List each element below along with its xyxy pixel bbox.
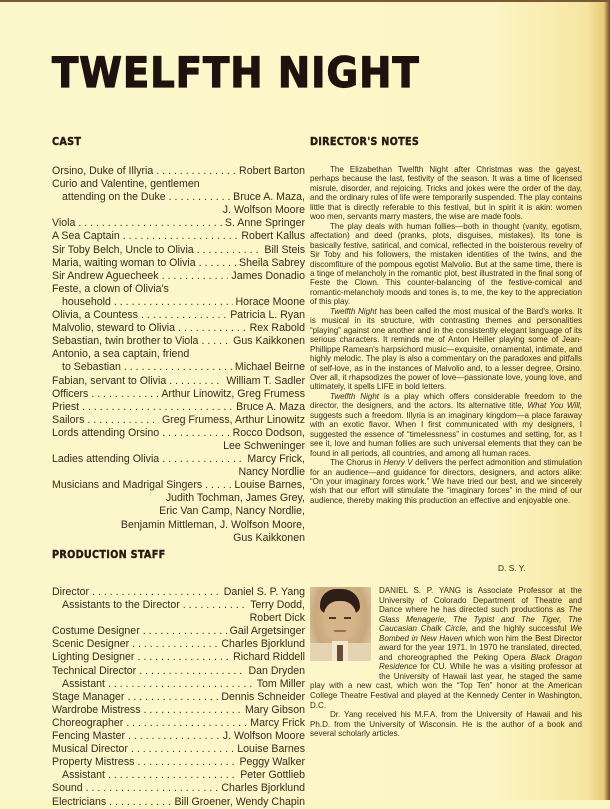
staff-entry — [52, 586, 305, 599]
dot-leader — [197, 244, 262, 257]
dot-leader — [92, 586, 221, 599]
role-name: Sound — [52, 782, 83, 795]
role-name: Lords attending Orsino — [52, 426, 160, 439]
notes-signature: D. S. Y. — [498, 563, 526, 573]
text-run: Dr. Yang received his M.F.A. from the University of Hawaii and his Ph.D. from the University of Wisconsin. He is the author of a book and several scholarly articles. — [310, 710, 582, 739]
role-name: Officers — [52, 387, 89, 400]
dot-leader — [137, 651, 230, 664]
role-name: Stage Manager — [52, 690, 125, 703]
person-name-continued: Gus Kaikkonen — [233, 531, 305, 544]
dot-leader — [201, 335, 230, 348]
dot-leader — [124, 361, 232, 374]
staff-entry — [52, 782, 305, 795]
person-name: Arthur Linowitz, Greg Frumess — [161, 387, 305, 400]
text-run: has been called the most musical of the Bard's works. It is musical in its structure, with contrasting themes and personalities “playing” against one another and in the consistently elegant language of its serious characters. It reminds me of Anton Heiller playing some of Jean-Phillippe Ramean's harpsichord music—exquisite, ornamental, intimate, and highly melodic. The play is also a commentary on the paradoxes and pitfalls of self-love, as in the instances of Malvolio and, to a lesser degree, Orsino. Over all, it rhapsodizes the power of love—passionate love, young love, and ultimately, it spells LIFE in bold letters. — [310, 306, 582, 392]
page-title: TWELFTH NIGHT — [52, 48, 420, 97]
cast-entry — [52, 375, 305, 388]
person-name: Marcy Frick, — [247, 453, 305, 466]
dot-leader — [169, 375, 223, 388]
role-name: Olivia, a Countess — [52, 309, 138, 322]
role-name: Ladies attending Olivia — [52, 453, 160, 466]
staff-entry — [52, 691, 305, 704]
dot-leader — [87, 414, 159, 427]
role-name: Maria, waiting woman to Olivia — [52, 256, 196, 269]
role-name: Sir Andrew Aguecheek — [52, 269, 159, 282]
notes-paragraph — [310, 392, 582, 458]
staff-entry — [52, 756, 305, 769]
cast-entry — [52, 401, 305, 414]
cast-entry — [52, 479, 305, 492]
dot-leader — [108, 678, 254, 691]
cast-entry — [52, 361, 305, 374]
person-name: Dennis Schneider — [221, 690, 305, 703]
role-name: Technical Director — [52, 664, 137, 677]
cast-entry — [52, 414, 305, 427]
role-name: Fencing Master — [52, 730, 126, 743]
dot-leader — [108, 769, 237, 782]
person-name: James Donadio — [231, 269, 305, 282]
cast-entry — [52, 270, 305, 283]
role-name: Orsino, Duke of Illyria — [52, 165, 154, 177]
person-name: Peter Gottlieb — [240, 769, 305, 782]
staff-entry — [52, 796, 305, 809]
staff-entry — [52, 651, 305, 664]
staff-entry — [52, 599, 305, 612]
person-name: J. Wolfson Moore — [222, 730, 305, 743]
dot-leader — [109, 796, 171, 809]
cast-entry — [52, 427, 305, 440]
cast-entry — [52, 388, 305, 401]
staff-entry — [52, 769, 305, 782]
cast-list — [52, 165, 305, 545]
dot-leader — [78, 217, 222, 230]
cast-entry — [52, 309, 305, 322]
role-name-line: Curio and Valentine, gentlemen — [52, 178, 200, 191]
role-name-line: Feste, a clown of Olivia's — [52, 282, 169, 295]
page-edge — [0, 0, 610, 2]
person-name-continued: J. Wolfson Moore — [222, 204, 305, 217]
dot-leader — [82, 401, 233, 414]
italic-title: Twelfth Night — [330, 391, 380, 401]
role-name: Wardrobe Mistress — [52, 703, 141, 716]
dot-leader — [144, 704, 242, 717]
role-name: attending on the Duke — [62, 191, 166, 204]
person-name: Tom Miller — [256, 677, 305, 690]
person-name: Dan Dryden — [248, 664, 305, 677]
italic-title: What You Will, — [527, 401, 582, 411]
person-name: Sheila Sabrey — [239, 256, 305, 269]
role-name: Lighting Designer — [52, 651, 135, 664]
person-name: Michael Beirne — [234, 361, 305, 374]
person-name: Louise Barnes, — [234, 479, 305, 492]
dot-leader — [139, 665, 245, 678]
person-name: Terry Dodd, — [250, 599, 305, 612]
role-name: Fabian, servant to Olivia — [52, 374, 167, 387]
dot-leader — [162, 453, 244, 466]
role-name: Electricians — [52, 795, 107, 808]
role-name: Choreographer — [52, 716, 124, 729]
person-name: Bruce A. Maza, — [233, 191, 305, 204]
italic-title: Black Dragon Residence — [379, 652, 582, 672]
staff-entry — [52, 730, 305, 743]
notes-paragraph — [310, 222, 582, 307]
role-name: Viola — [52, 217, 76, 230]
photo-tie — [337, 645, 343, 661]
dot-leader — [127, 691, 218, 704]
italic-title: Henry V — [383, 458, 413, 468]
person-name-continued: Lee Schweninger — [223, 439, 305, 452]
person-name: Robert Kallus — [241, 230, 305, 243]
cast-entry — [52, 244, 305, 257]
dot-leader — [114, 296, 233, 309]
italic-title: Twelfth Night — [330, 306, 377, 316]
role-name: Director — [52, 586, 90, 598]
cast-entry — [52, 230, 305, 243]
text-run: DANIEL S. P. YANG is Associate Professor at the University of Colorado Department of Theatre and Dance where he has directed such productions as — [379, 586, 582, 615]
person-name: Daniel S. P. Yang — [223, 586, 305, 598]
directors-notes-text — [310, 165, 582, 505]
text-run: The Chorus in — [330, 458, 384, 468]
person-name: Horace Moone — [235, 295, 305, 308]
role-name: Malvolio, steward to Olivia — [52, 322, 176, 335]
dot-leader — [205, 479, 231, 492]
dot-leader — [199, 257, 236, 270]
notes-paragraph — [310, 165, 582, 222]
person-name-continued: Benjamin Mittleman, J. Wolfson Moore, — [120, 518, 305, 531]
cast-entry — [52, 296, 305, 309]
dot-leader — [137, 756, 236, 769]
person-name: Rocco Dodson, — [232, 426, 305, 439]
cast-heading: CAST — [52, 135, 82, 148]
dot-leader — [126, 717, 247, 730]
staff-entry — [52, 678, 305, 691]
staff-entry — [52, 717, 305, 730]
staff-entry — [52, 638, 305, 651]
cast-entry — [52, 257, 305, 270]
person-name: Bill Steis — [264, 243, 305, 256]
notes-paragraph — [310, 458, 582, 505]
staff-entry — [52, 704, 305, 717]
role-name: Sir Toby Belch, Uncle to Olivia — [52, 243, 194, 256]
person-name: Marcy Frick — [250, 716, 305, 729]
role-name: Sebastian, twin brother to Viola — [52, 335, 199, 348]
dot-leader — [162, 427, 229, 440]
text-run: is a play which offers considerable freedom to the director, the designers, and the actors. Its alternative title, — [310, 391, 582, 411]
role-name: Musical Director — [52, 743, 128, 756]
photo-eye — [329, 617, 336, 619]
role-name-line: Antonio, a sea captain, friend — [52, 348, 190, 361]
person-name: S. Anne Springer — [224, 217, 305, 230]
cast-entry — [52, 453, 305, 466]
person-name: Charles Bjorklund — [221, 782, 305, 795]
person-name: Gail Argetsinger — [229, 625, 305, 638]
cast-entry — [52, 335, 305, 348]
person-name: Greg Frumess, Arthur Linowitz — [161, 413, 305, 426]
person-name: Mary Gibson — [244, 703, 305, 716]
person-name: Bruce A. Maza — [236, 400, 305, 413]
person-name-continued: Judith Tochman, James Grey, — [165, 492, 305, 505]
cast-entry — [52, 322, 305, 335]
photo-face — [324, 601, 356, 641]
text-run: and the highly successful — [467, 624, 571, 634]
dot-leader — [162, 270, 229, 283]
italic-title: The Glass Menagerie, The Typist and The Tiger, The Caucasian Chalk Circle, — [379, 605, 582, 634]
role-name: Assistants to the Director — [62, 599, 180, 612]
text-run: suggests such a freedom. Illyria is an imaginary kingdom—a place faraway with an exotic flavor. When I first communicated with my designers, I suggested the essence of “timelessness” in costumes and setting, for, as I see it, love and human follies are such universal elements that they can be found in all periods, all countries, and among all human races. — [310, 410, 582, 458]
photo-mouth — [334, 630, 346, 632]
directors-notes-heading: DIRECTOR'S NOTES — [310, 135, 420, 148]
dot-leader — [123, 230, 239, 243]
role-name: household — [62, 295, 111, 308]
text-run: for CU. While he was a visiting professor at the University of Hawaii last year, he staged the same play with a new cast, which won the “Top Ten” honor at the American College Theatre Festival and played at the Kennedy Center in Washington, D.C. — [310, 662, 582, 710]
cast-entry — [52, 165, 305, 178]
person-name: Louise Barnes — [237, 743, 305, 756]
person-name: Rex Rabold — [249, 322, 305, 335]
dot-leader — [178, 322, 247, 335]
italic-title: We Bombed in New Haven — [379, 624, 582, 643]
bio-paragraph — [310, 710, 582, 739]
text-run: which won him the Best Director award for the year 1971. In 1970 he translated, directed, and choreographed the Peking Opera — [379, 633, 582, 662]
dot-leader — [132, 638, 218, 651]
staff-entry — [52, 743, 305, 756]
notes-paragraph — [310, 307, 582, 392]
text-run: The play deals with human follies—both in thought (vanity, egotism, affectation) and deed (pranks, plots, disguises, mistakes). Its tone is basically festive, satirical, and comical, reflected in the boisterous revelry of Sir Toby and his followers, the mistaken identities of the twins, and the discomfiture of the pompous egotist Malvolio. But at the same time, there is a tinge of melancholy in the romantic plot, best illustrated in the final song of Feste the Clown. This counter-balancing of the festive-comical and romantic-melancholy moods and tones is, to me, the key to the appreciation of this play. — [310, 221, 582, 307]
role-name: Scenic Designer — [52, 638, 130, 651]
person-name: Peggy Walker — [239, 756, 305, 769]
text-run: The Elizabethan Twelfth Night after Christmas was the gayest, perhaps because the last, festivity of the season. It was a time of licensed misrule, disorder, and rejoicing. Tricks and jokes were the order of the day, and the ordinary rules of life were temporarily suspended. The play contains little that is directly referable to this festival, but in spirit it is akin: women woo men, servants marry masters, the wise are made fools. — [310, 165, 582, 222]
dot-leader — [156, 165, 236, 178]
person-name-continued: Robert Dick — [249, 612, 305, 625]
dot-leader — [169, 191, 230, 204]
role-name: Sailors — [52, 413, 85, 426]
person-name: Gus Kaikkonen — [233, 335, 305, 348]
staff-entry — [52, 665, 305, 678]
role-name: Costume Designer — [52, 625, 140, 638]
production-staff-heading: PRODUCTION STAFF — [52, 548, 166, 561]
production-staff-list — [52, 586, 305, 809]
role-name: Musicians and Madrigal Singers — [52, 479, 203, 492]
person-name: Robert Barton — [239, 165, 305, 177]
dot-leader — [143, 625, 227, 638]
dot-leader — [131, 743, 234, 756]
person-name: Patricia L. Ryan — [230, 309, 305, 322]
role-name: Priest — [52, 400, 80, 413]
role-name: to Sebastian — [62, 361, 121, 374]
person-name: William T. Sadler — [226, 374, 305, 387]
photo-eye — [344, 617, 351, 619]
person-name-continued: Eric Van Camp, Nancy Nordlie, — [159, 505, 305, 518]
staff-entry — [52, 625, 305, 638]
person-name: Richard Riddell — [233, 651, 305, 664]
cast-entry — [52, 191, 305, 204]
person-name: Bill Groener, Wendy Chapin — [174, 795, 305, 808]
dot-leader — [141, 309, 227, 322]
dot-leader — [86, 782, 219, 795]
cast-entry — [52, 217, 305, 230]
role-name: Assistant — [62, 769, 105, 782]
person-name: Charles Bjorklund — [221, 638, 305, 651]
text-run: delivers the perfect admonition and stimulation for an audience—and guidance for directors, designers, and actors alike: “On your imaginary forces work.” We have tried our best, and we sincerely wish that our effort will stimulate the “imaginary forces” in the mind of our audience, thereby making this production an effective and enjoyable one. — [310, 458, 582, 505]
person-name-continued: Nancy Nordlie — [238, 466, 305, 479]
role-name: A Sea Captain — [52, 230, 120, 243]
dot-leader — [91, 388, 158, 401]
role-name: Property Mistress — [52, 756, 135, 769]
dot-leader — [128, 730, 220, 743]
dot-leader — [183, 599, 247, 612]
director-portrait-photo — [310, 587, 371, 661]
role-name: Assistant — [62, 677, 105, 690]
